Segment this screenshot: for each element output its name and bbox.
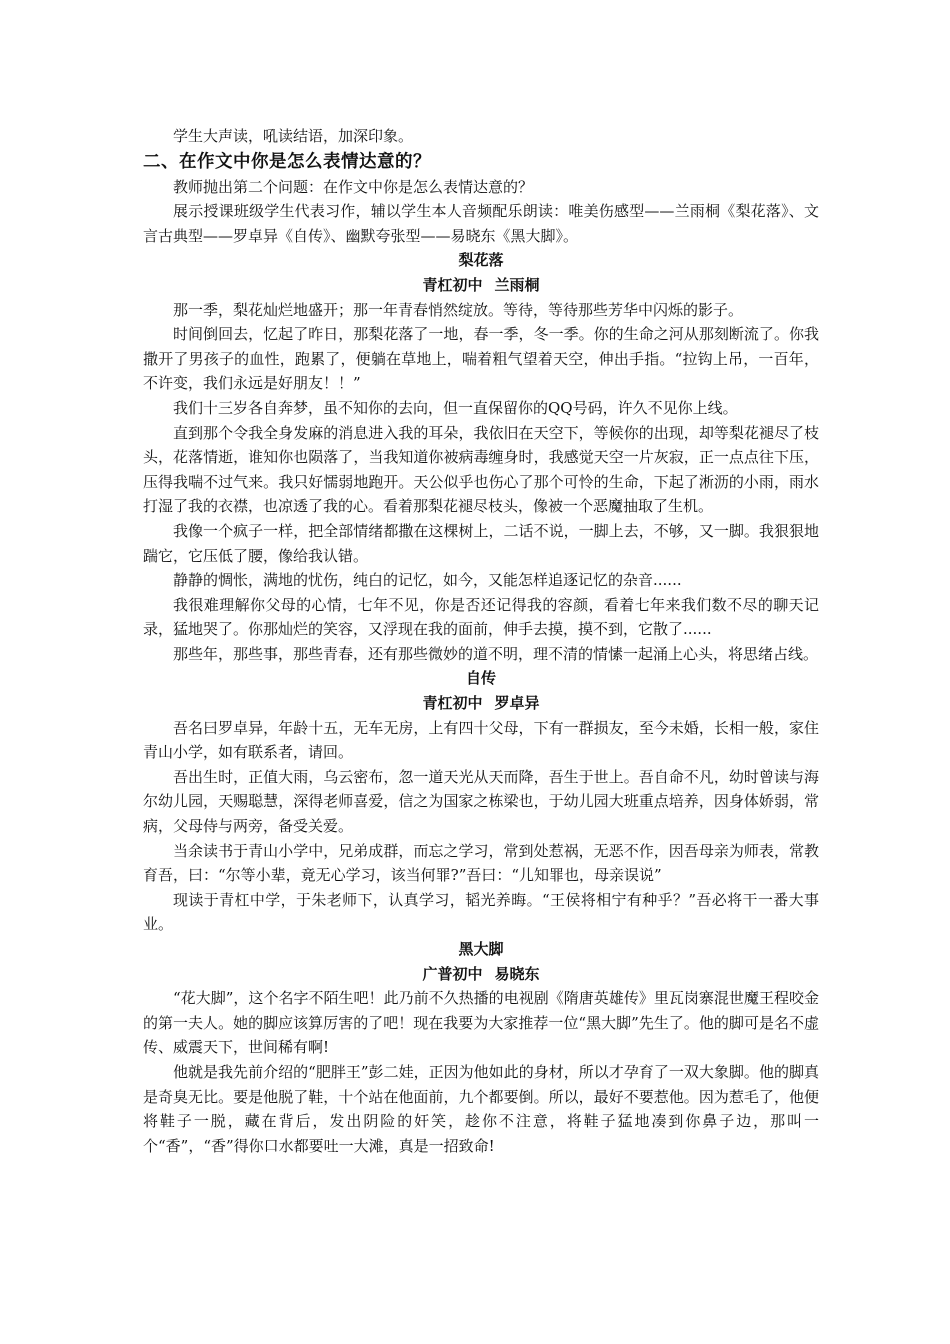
essay-paragraph: 那些年，那些事，那些青春，还有那些微妙的道不明，理不清的情愫一起涌上心头，将思绪占线。: [173, 644, 819, 663]
section-heading: 二、在作文中你是怎么表情达意的？: [143, 151, 431, 172]
essay-author: 兰雨桐: [494, 275, 540, 294]
essay-title: 自传: [465, 669, 496, 688]
essay-paragraph: 我像一个疯子一样，把全部情绪都撒在这棵树上，二话不说，一脚上去，不够，又一脚。我狠狠地踹它，它压低了腰，像给我认错。: [143, 521, 819, 565]
essay-paragraph: 我很难理解你父母的心情，七年不见，你是否还记得我的容颜，看着七年来我们数不尽的聊天记录，猛地哭了。你那灿烂的笑容，又浮现在我的面前，伸手去摸，摸不到，它散了......: [143, 595, 819, 639]
essay-byline: [143, 691, 819, 716]
essay-paragraph: 当余读书于青山小学中，兄弟成群，而忘之学习，常到处惹祸，无恶不作，因吾母亲为师表，常教育吾，曰：“尔等小辈，竟无心学习，该当何罪?”吾曰：“儿知罪也，母亲误说”: [143, 841, 819, 885]
essay-school: 广普初中: [422, 964, 483, 983]
essay-paragraph: 直到那个令我全身发麻的消息进入我的耳朵，我依旧在天空下，等候你的出现，却等梨花褪尽了枝头，花落情逝，谁知你也陨落了，当我知道你被病毒缠身时，我感觉天空一片灰寂，正一点点往下压，压得我喘不过气来。我只好懦弱地跑开。天公似乎也伤心了那个可怜的生命，下起了淅沥的小雨，雨水打湿了我的衣襟，也凉透了我的心。看着那梨花褪尽枝头，像被一个恶魔抽取了生机。: [143, 423, 819, 516]
essay-paragraph: 时间倒回去，忆起了昨日，那梨花落了一地，春一季，冬一季。你的生命之河从那刻断流了。你我撒开了男孩子的血性，跑累了，便躺在草地上，喘着粗气望着天空，伸出手指。“拉钩上吊，一百年，不许变，我们永远是好朋友！！”: [143, 325, 819, 393]
essay-paragraph: 我们十三岁各自奔梦，虽不知你的去向，但一直保留你的QQ号码，许久不见你上线。: [173, 398, 738, 417]
essay-title: 梨花落: [458, 251, 504, 270]
essay-title: 黑大脚: [458, 940, 504, 958]
essay-school: 青杠初中: [422, 275, 483, 294]
document-page: [143, 124, 819, 1158]
essay-byline: [143, 962, 819, 987]
essay-paragraph: 吾名曰罗卓异，年龄十五，无车无房，上有四十父母，下有一群损友，至今未婚，长相一般，家住青山小学，如有联系者，请回。: [143, 718, 819, 762]
essay-paragraph: “花大脚”，这个名字不陌生吧！此乃前不久热播的电视剧《隋唐英雄传》里瓦岗寨混世魔王程咬金的第一夫人。她的脚应该算厉害的了吧！现在我要为大家推荐一位“黑大脚”先生了。他的脚可是名不虚传、威震天下，世间稀有啊!: [143, 989, 819, 1057]
essay-paragraph: 吾出生时，正值大雨，乌云密布，忽一道天光从天而降，吾生于世上。吾自命不凡，幼时曾读与海尔幼儿园，天赐聪慧，深得老师喜爱，信之为国家之栋梁也，于幼儿园大班重点培养，因身体娇弱，常病，父母侍与两旁，备受关爱。: [143, 767, 819, 836]
essay-school: 青杠初中: [422, 694, 483, 713]
essay-author: 罗卓异: [494, 694, 540, 713]
essay-paragraph: 那一季，梨花灿烂地盛开；那一年青春悄然绽放。等待，等待那些芳华中闪烁的影子。: [173, 300, 744, 319]
essay-paragraph: 他就是我先前介绍的“肥胖王”彭二娃，正因为他如此的身材，所以才孕育了一双大象脚。他的脚真是奇臭无比。要是他脱了鞋，十个站在他面前，九个都要倒。所以，最好不要惹他。因为惹毛了，他便将鞋子一脱，藏在背后，发出阴险的奸笑，趁你不注意，将鞋子猛地凑到你鼻子边，那叫一个“香”，“香”得你口水都要吐一大滩，真是一招致命!: [143, 1062, 819, 1155]
essay-byline: [143, 273, 819, 298]
body-paragraph: 展示授课班级学生代表习作，辅以学生本人音频配乐朗读：唯美伤感型——兰雨桐《梨花落》、文言古典型——罗卓异《自传》、幽默夸张型——易晓东《黑大脚》。: [143, 202, 819, 245]
essay-author: 易晓东: [494, 964, 540, 983]
essay-paragraph: 现读于青杠中学，于朱老师下，认真学习，韬光养晦。“王侯将相宁有种乎？”吾必将干一番大事业。: [143, 890, 819, 934]
intro-paragraph: 学生大声读，吼读结语，加深印象。: [173, 127, 414, 145]
body-paragraph: 教师抛出第二个问题：在作文中你是怎么表情达意的？: [173, 177, 534, 196]
essay-paragraph: 静静的惆怅，满地的忧伤，纯白的记忆，如今，又能怎样追逐记忆的杂音......: [173, 571, 682, 590]
